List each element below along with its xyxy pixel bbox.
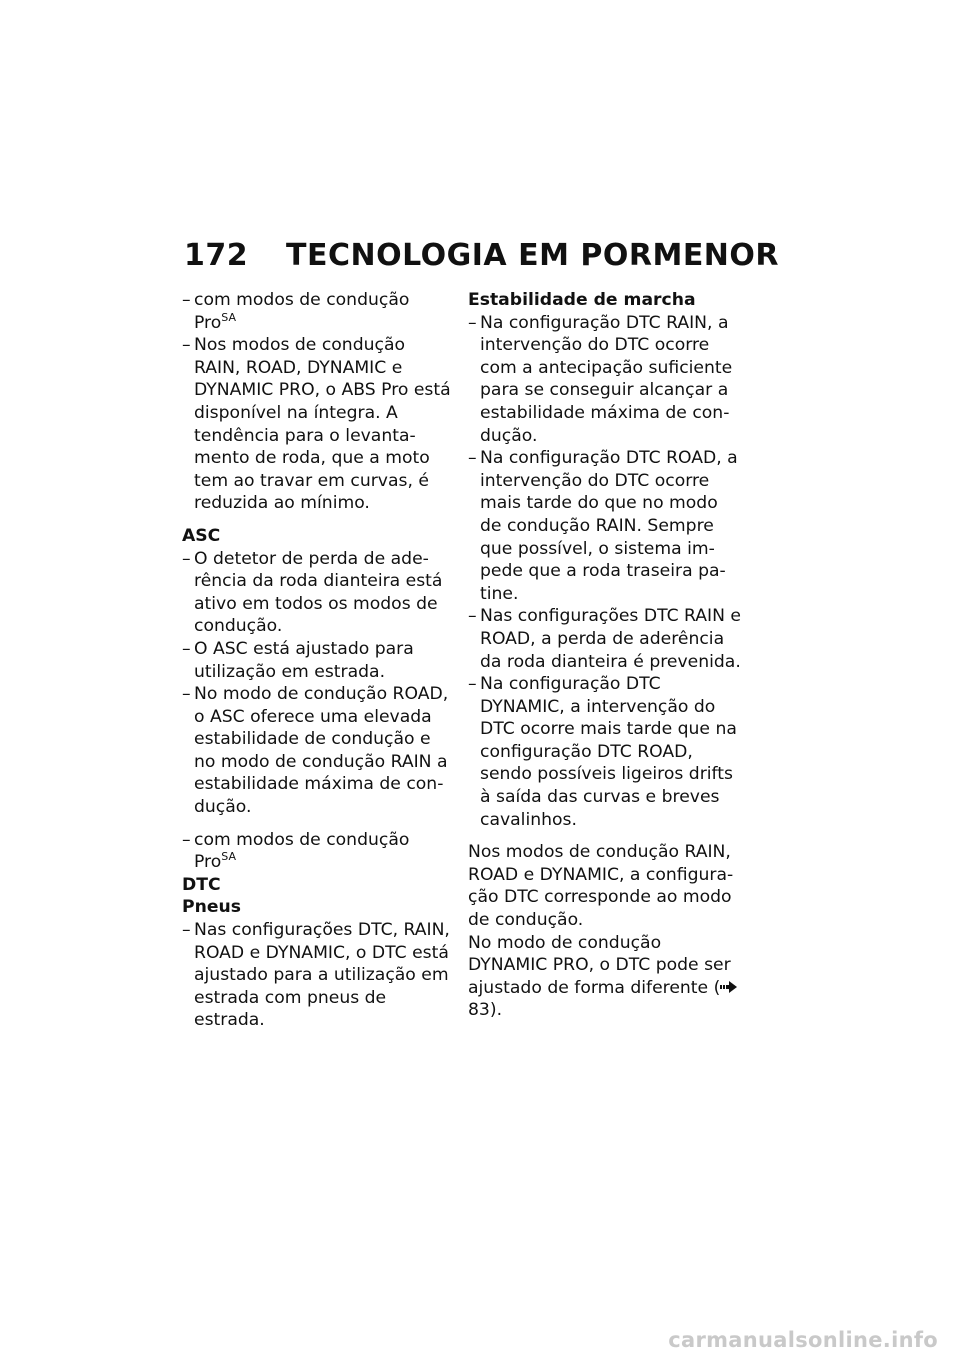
list-item [182, 334, 452, 515]
paragraph [468, 932, 743, 1022]
item-text: No modo de condução ROAD, o ASC oferece uma elevada estabilidade de condução e no modo de condução RAIN a estabilidade máxima de condução. [194, 684, 449, 818]
list-item [468, 605, 743, 673]
dash: – [182, 920, 191, 941]
list-item [468, 312, 743, 448]
paragraph: Nos modos de condução RAIN, ROAD e DYNAMIC, a configuração DTC corresponde ao modo de condução. [468, 842, 734, 931]
sa-superscript: SA [221, 850, 236, 864]
subheading-estabilidade: Estabilidade de marcha [468, 290, 696, 310]
dash: – [468, 606, 477, 627]
dash: – [182, 290, 191, 310]
paragraph-text: No modo de condução DYNAMIC PRO, o DTC pode ser ajustado de forma diferente [468, 932, 731, 998]
item-text: Na configuração DTC ROAD, a intervenção do DTC ocorre mais tarde do que no modo de condução RAIN. Sempre que possível, o sistema impede que a roda traseira patine. [480, 448, 738, 604]
subheading-pneus: Pneus [182, 897, 241, 918]
list-item [182, 919, 452, 1032]
right-column [468, 289, 743, 1022]
list-item [182, 548, 452, 638]
item-text: Na configuração DTC DYNAMIC, a intervenção do DTC ocorre mais tarde que na configuração DTC ROAD, sendo possíveis ligeiros drifts à saída das curvas e breves cavalinhos. [480, 674, 737, 830]
list-item [182, 289, 452, 334]
item-text: O detetor de perda de aderência da roda dianteira está ativo em todos os modos de condução. [194, 548, 443, 637]
dash: – [182, 335, 191, 356]
dash: – [468, 312, 477, 333]
page-reference[interactable]: 83). [468, 1000, 503, 1021]
page-header [184, 238, 779, 273]
section-heading-asc: ASC [182, 525, 221, 546]
list-item [182, 683, 452, 819]
paren-open: ( [713, 977, 721, 998]
dash: – [468, 448, 477, 469]
item-text: Nas configurações DTC RAIN e ROAD, a perda de aderência da roda dianteira é prevenida. [480, 606, 742, 672]
item-text: Nos modos de condução RAIN, ROAD, DYNAMIC e DYNAMIC PRO, o ABS Pro está disponível na íntegra. A tendência para o levantamento de roda, que a moto tem ao travar em curvas, é reduzida ao mínimo. [194, 335, 451, 514]
dash: – [182, 548, 191, 569]
page-title: TECNOLOGIA EM PORMENOR [286, 238, 780, 273]
dash: – [182, 684, 191, 705]
item-text: Na configuração DTC RAIN, a intervenção do DTC ocorre com a antecipação suficiente para se conseguir alcançar a estabilidade máxima de condução. [480, 312, 733, 446]
item-text: Nas configurações DTC, RAIN, ROAD e DYNAMIC, o DTC está ajustado para a utilização em estrada com pneus de estrada. [194, 920, 450, 1031]
watermark: carmanualsonline.info [668, 1328, 938, 1352]
item-text: O ASC está ajustado para utilização em estrada. [194, 638, 414, 682]
list-item [182, 829, 452, 874]
item-text: com modos de condução Pro [194, 290, 410, 333]
reference-arrow-icon[interactable] [720, 977, 737, 989]
page-number: 172 [184, 238, 249, 273]
list-item [182, 638, 452, 683]
dash: – [468, 674, 477, 695]
left-column [182, 289, 452, 1032]
dash: – [182, 829, 191, 850]
section-heading-dtc: DTC [182, 874, 221, 895]
item-text: com modos de condução Pro [194, 829, 410, 873]
sa-superscript: SA [221, 310, 236, 324]
list-item [468, 447, 743, 605]
dash: – [182, 638, 191, 659]
list-item [468, 673, 743, 831]
